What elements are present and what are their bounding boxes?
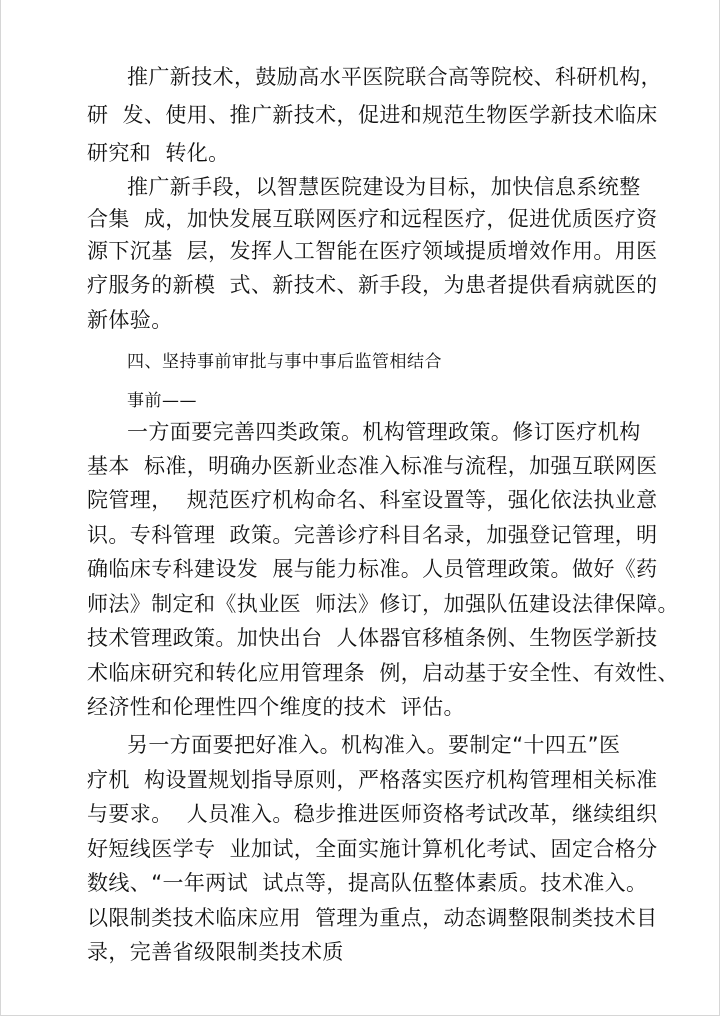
paragraph-3-line-3: 院管理， 规范医疗机构命名、科室设置等，强化依法执业意 bbox=[87, 488, 658, 512]
sub-heading: 事前—— bbox=[127, 391, 197, 411]
paragraph-2-line-4: 疗服务的新模 式、新技术、新手段，为患者提供看病就医的 bbox=[87, 273, 658, 297]
paragraph-1-line-1: 推广新技术，鼓励高水平医院联合高等院校、科研机构， bbox=[127, 65, 662, 89]
paragraph-4-line-4: 好短线医学专 业加试，全面实施计算机化考试、固定合格分 bbox=[87, 837, 658, 861]
paragraph-4-line-1: 另一方面要把好准入。机构准入。要制定“十四五”医 bbox=[127, 733, 621, 757]
paragraph-3-line-7: 技术管理政策。加快出台 人体器官移植条例、生物医学新技 bbox=[87, 626, 658, 650]
paragraph-2-line-2: 合集 成，加快发展互联网医疗和远程医疗，促进优质医疗资 bbox=[87, 207, 658, 231]
paragraph-2-line-3: 源下沉基 层，发挥人工智能在医疗领域提质增效作用。用医 bbox=[87, 239, 658, 263]
paragraph-3-line-5: 确临床专科建设发 展与能力标准。人员管理政策。做好《药 bbox=[87, 557, 658, 581]
paragraph-4-line-7: 录，完善省级限制类技术质 bbox=[87, 940, 344, 964]
paragraph-2-line-5: 新体验。 bbox=[87, 308, 173, 332]
paragraph-3-line-2: 基本 标准，明确办医新业态准入标准与流程，加强互联网医 bbox=[87, 454, 658, 478]
paragraph-4-line-2: 疗机 构设置规划指导原则，严格落实医疗机构管理相关标准 bbox=[87, 768, 658, 792]
paragraph-3-line-9: 经济性和伦理性四个维度的技术 评估。 bbox=[87, 695, 465, 719]
paragraph-3-line-4: 识。专科管理 政策。完善诊疗科目名录，加强登记管理，明 bbox=[87, 523, 658, 547]
paragraph-4-line-6: 以限制类技术临床应用 管理为重点，动态调整限制类技术目 bbox=[87, 906, 658, 930]
paragraph-4-line-5: 数线、“一年两试 试点等，提高队伍整体素质。技术准入。 bbox=[87, 871, 648, 895]
paragraph-3-line-6: 师法》制定和《执业医 师法》修订，加强队伍建设法律保障。 bbox=[87, 592, 679, 616]
paragraph-1-line-3: 研究和 转化。 bbox=[87, 141, 230, 165]
paragraph-1-line-2: 研 发、使用、推广新技术，促进和规范生物医学新技术临床 bbox=[87, 103, 658, 127]
paragraph-3-line-8: 术临床研究和转化应用管理条 例，启动基于安全性、有效性、 bbox=[87, 661, 679, 685]
section-heading: 四、坚持事前审批与事中事后监管相结合 bbox=[127, 352, 442, 372]
paragraph-4-line-3: 与要求。 人员准入。稳步推进医师资格考试改革，继续组织 bbox=[87, 802, 658, 826]
paragraph-2-line-1: 推广新手段，以智慧医院建设为目标，加快信息系统整 bbox=[127, 175, 641, 199]
paragraph-3-line-1: 一方面要完善四类政策。机构管理政策。修订医疗机构 bbox=[127, 420, 641, 444]
